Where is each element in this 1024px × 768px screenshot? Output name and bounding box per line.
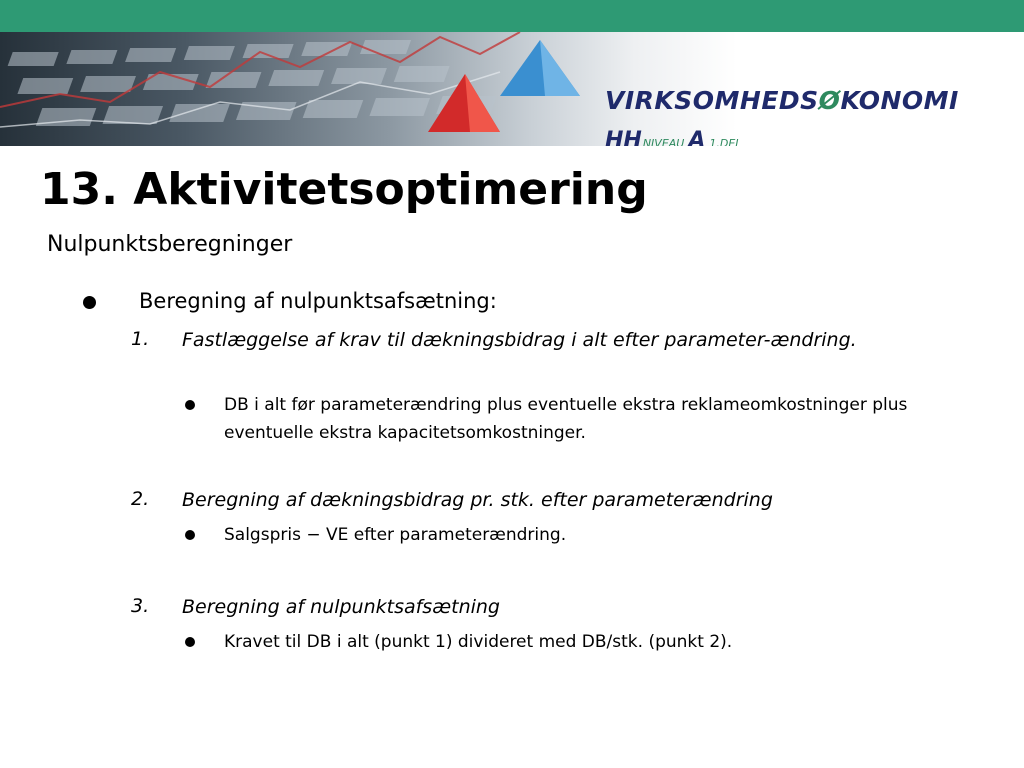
bullet-icon bbox=[185, 400, 195, 410]
bullet-icon bbox=[185, 637, 195, 647]
step-number: 1. bbox=[131, 328, 150, 350]
slide-title: 13. Aktivitetsoptimering bbox=[40, 164, 648, 215]
step-text: Beregning af dækningsbidrag pr. stk. efter parameterændring bbox=[182, 489, 773, 511]
step-text: Beregning af nulpunktsafsætning bbox=[182, 596, 500, 618]
step-detail: Salgspris − VE efter parameterændring. bbox=[224, 525, 567, 545]
step-detail: Kravet til DB i alt (punkt 1) divideret med DB/stk. (punkt 2). bbox=[224, 632, 733, 652]
slide-subtitle: Nulpunktsberegninger bbox=[47, 232, 293, 257]
top-color-bar bbox=[0, 0, 1024, 32]
header-banner bbox=[0, 32, 1024, 146]
bullet-icon bbox=[185, 530, 195, 540]
bullet-icon bbox=[83, 296, 96, 309]
brand-title: VIRKSOMHEDSØKONOMI bbox=[605, 86, 959, 115]
step-number: 3. bbox=[131, 595, 150, 617]
step-detail: DB i alt før parameterændring plus eventuelle ekstra reklameomkostninger plus eventuelle ekstra kapacitetsomkostninger. bbox=[224, 395, 908, 443]
step-number: 2. bbox=[131, 488, 150, 510]
main-bullet-text: Beregning af nulpunktsafsætning: bbox=[139, 289, 497, 313]
brand-subtitle: HHNIVEAU A 1.DEL bbox=[605, 128, 742, 146]
step-text: Fastlæggelse af krav til dækningsbidrag i alt efter parameter-ændring. bbox=[182, 329, 857, 351]
